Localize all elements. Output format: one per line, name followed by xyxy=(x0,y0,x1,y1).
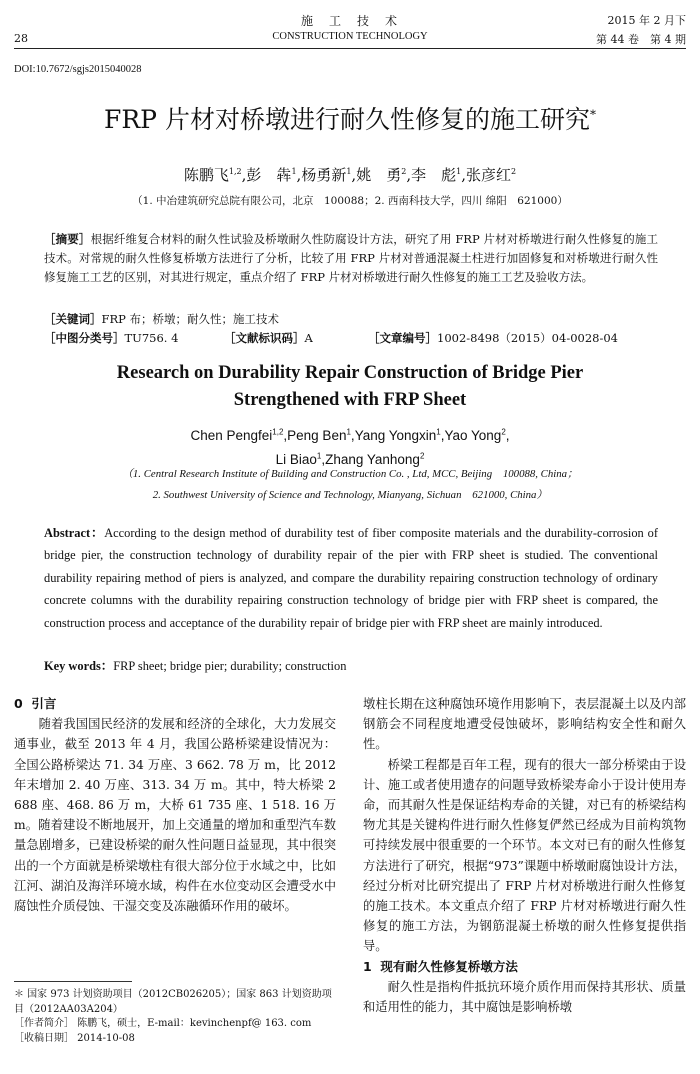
article-value: 1002-8498（2015）04-0028-04 xyxy=(437,331,618,345)
en-author-affil-mark: 2 xyxy=(419,451,425,461)
en-author-name: Peng Ben xyxy=(287,427,347,443)
en-author-affil-mark: 1 xyxy=(316,451,322,461)
en-author-name: Yang Yongxin xyxy=(354,427,437,443)
title-en xyxy=(0,360,700,414)
right-paragraph-1: 墩柱长期在这种腐蚀环境作用影响下，表层混凝土以及内部钢筋会不同程度地遭受侵蚀破坏，影响结构安全性和耐久性。 xyxy=(363,697,686,752)
cn-author-separator: , xyxy=(241,166,247,184)
issue-date: 2015 年 2 月下 xyxy=(607,14,686,27)
cn-author-separator: , xyxy=(406,166,412,184)
cn-author-name: 张彦红 xyxy=(465,166,511,184)
en-author xyxy=(325,452,424,467)
keywords-cn-text: FRP 布；桥墩；耐久性；施工技术 xyxy=(101,312,280,326)
en-author-affil-mark: 1 xyxy=(436,427,441,436)
cn-author-separator: , xyxy=(461,166,466,184)
en-author-separator: , xyxy=(350,427,355,443)
doi: DOI:10.7672/sgjs2015040028 xyxy=(14,64,142,75)
section-1-heading xyxy=(363,957,686,977)
cn-author-name: 杨勇新 xyxy=(301,166,347,184)
clc-number xyxy=(44,329,178,348)
en-author-name: Li Biao xyxy=(275,452,317,467)
en-author-name: Yao Yong xyxy=(444,427,502,443)
title-cn xyxy=(0,100,700,136)
cn-author-separator: , xyxy=(296,166,302,184)
journal-name-en: CONSTRUCTION TECHNOLOGY xyxy=(272,31,428,42)
affiliation-cn: （1. 中冶建筑研究总院有限公司，北京 100088；2. 西南科技大学，四川 绵阳 621000） xyxy=(132,195,568,207)
footnote-rule xyxy=(14,981,132,982)
footnote-received: ［收稿日期］ 2014-10-08 xyxy=(14,1032,135,1044)
en-author-affil-mark: 2 xyxy=(501,427,506,436)
authors-cn xyxy=(0,164,700,185)
footnote-funding: ＊ 国家 973 计划资助项目（2012CB026205）；国家 863 计划资助项目（2012AA03A204） xyxy=(14,989,332,1015)
journal-name-cn: 施 工 技 术 xyxy=(300,14,399,28)
volume-issue: 第 44 卷 第 4 期 xyxy=(596,33,686,46)
cn-author xyxy=(301,166,356,184)
keywords-cn-label: ［关键词］ xyxy=(44,312,102,326)
en-author xyxy=(445,428,510,443)
en-author-affil-mark: 1 xyxy=(346,427,351,436)
cn-author-affil-mark: 2 xyxy=(511,167,517,176)
cn-author-affil-mark: 2 xyxy=(401,167,407,176)
keywords-en-text: FRP sheet; bridge pier; durability; construction xyxy=(113,659,347,673)
abstract-en-text: According to the design method of durability test of fiber composite materials and the durability-corrosion of bridge pier, the construction technology of durability repair of the pier with FRP sheet is studied. The conventional durability repairing method of piers is analyzed, and compare the durability repairing construction technology of ordinary concrete columns with the durability repairing construction technology of bridge pier with FRP sheet is compared, the construction process and acceptance of the durability repair of bridge pier with FRP sheet are mainly introduced. xyxy=(44,526,659,630)
intro-paragraph: 随着我国国民经济的发展和经济的全球化，大力发展交通事业，截至 2013 年 4 月，我国公路桥梁建设情况为：全国公路桥梁达 71. 34 万座、3 662. 78 万 m，比 2012 年末增加 2. 40 万座、313. 34 万 m。其中，特大桥梁 2 688 座、468. 86 万 m，大桥 61 735 座、1 518. 16 万 m。随着建设不断地展开，加上交通量的增加和重型汽车数量急剧增多，已建设桥梁的耐久性问题日益显现，其中很突出的一个方面就是桥梁墩柱有很大部分位于水域之中，比如江河、湖泊及海洋环境水域，构件在水位变动区会遭受水中腐蚀性介质侵蚀、干湿交变及冻融循环作用的破坏。 xyxy=(14,717,336,914)
abstract-cn xyxy=(44,230,658,287)
right-paragraph-3: 耐久性是指构件抵抗环境介质作用而保持其形状、质量和适用性的能力，其中腐蚀是影响桥墩 xyxy=(363,979,686,1015)
section-0-heading xyxy=(14,694,336,714)
affiliation-en-1: （1. Central Research Institute of Building and Construction Co. , Ltd, MCC, Beijing 100088, China； xyxy=(122,468,578,480)
cn-author-affil-mark: 1,2 xyxy=(228,167,242,176)
cn-author-name: 姚 勇 xyxy=(356,166,402,184)
keywords-cn xyxy=(44,310,279,329)
en-author-name: Chen Pengfei xyxy=(190,427,273,443)
section-1-number: 1 xyxy=(363,958,372,974)
section-0-title: 引言 xyxy=(31,696,57,711)
article-number xyxy=(368,329,618,348)
right-paragraph-2: 桥梁工程都是百年工程，现有的很大一部分桥梁由于设计、施工或者使用遗存的问题导致桥梁寿命小于设计使用寿命，而其耐久性是保证结构寿命的关键，对已有的桥梁结构物尤其是关键构件进行耐久性修复俨然已经成为目前构筑物可持续发展中很重要的一个环节。本文对已有的耐久性修复方法进行了研究，根据“973”课题中桥墩耐腐蚀设计方法，经过分析对比研究提出了 FRP 片材对桥墩进行耐久性修复的施工技术。本文重点介绍了 FRP 片材对桥墩进行耐久性修复的施工方法，为钢筋混凝土桥墩的耐久性修复提供指导。 xyxy=(363,757,686,954)
right-column xyxy=(363,694,686,1017)
title-footnote-mark: * xyxy=(589,107,596,122)
doc-label: ［文献标识码］ xyxy=(224,331,305,345)
en-author-name: Zhang Yanhong xyxy=(325,452,420,467)
en-author xyxy=(355,428,445,443)
abstract-cn-text: 根据纤维复合材料的耐久性试验及桥墩耐久性防腐设计方法，研究了用 FRP 片材对桥墩进行耐久性修复的施工技术。对常规的耐久性修复桥墩方法进行了分析，比较了用 FRP 片材对普通混凝土柱进行加固修复和对桥墩进行耐久性修复施工工艺的区别，对其进行规定，重点介绍了 FRP 片材对桥墩进行耐久性修复的施工工艺及验收方法。 xyxy=(44,232,658,284)
header-rule xyxy=(14,48,686,49)
cn-author xyxy=(411,166,466,184)
footnote-author: ［作者简介］ 陈鹏飞，硕士，E-mail：kevinchenpf@ 163. com xyxy=(14,1018,312,1029)
cn-author-name: 陈鹏飞 xyxy=(183,166,229,184)
en-author-separator: , xyxy=(321,452,326,467)
article-label: ［文章编号］ xyxy=(368,331,437,345)
authors-en xyxy=(0,421,700,470)
affiliation-en-2: 2. Southwest University of Science and Technology, Mianyang, Sichuan 621000, China） xyxy=(152,489,548,501)
en-author xyxy=(190,428,287,443)
keywords-en-label: Key words： xyxy=(44,659,114,673)
cn-author xyxy=(356,166,411,184)
footnotes xyxy=(14,988,339,1046)
cn-author-name: 彭 犇 xyxy=(246,166,292,184)
doc-code xyxy=(224,329,313,348)
title-cn-text: FRP 片材对桥墩进行耐久性修复的施工研究 xyxy=(104,105,590,134)
en-author-separator: , xyxy=(283,427,288,443)
cn-author xyxy=(246,166,301,184)
abstract-cn-label: ［摘要］ xyxy=(44,232,91,246)
section-0-number: 0 xyxy=(14,696,23,711)
clc-value: TU756. 4 xyxy=(124,331,179,345)
abstract-en-label: Abstract： xyxy=(44,526,105,540)
left-column xyxy=(14,694,336,916)
title-en-line1: Research on Durability Repair Construction of Bridge Pier xyxy=(116,363,584,383)
page-number: 28 xyxy=(14,32,28,45)
en-author xyxy=(276,452,326,467)
en-author-separator: , xyxy=(440,427,445,443)
clc-label: ［中图分类号］ xyxy=(44,331,125,345)
cn-author xyxy=(184,166,247,184)
title-en-line2: Strengthened with FRP Sheet xyxy=(233,390,467,410)
section-1-title: 现有耐久性修复桥墩方法 xyxy=(380,958,518,974)
doc-value: A xyxy=(304,331,313,345)
en-author-separator: , xyxy=(505,427,510,443)
cn-author-affil-mark: 1 xyxy=(291,167,297,176)
cn-author-affil-mark: 1 xyxy=(346,167,352,176)
keywords-en xyxy=(44,656,346,674)
cn-author-separator: , xyxy=(351,166,357,184)
cn-author-name: 李 彪 xyxy=(411,166,457,184)
en-author-affil-mark: 1,2 xyxy=(272,427,284,436)
cn-author-affil-mark: 1 xyxy=(456,167,462,176)
en-author xyxy=(287,428,355,443)
abstract-en xyxy=(44,522,658,634)
cn-author xyxy=(466,166,516,184)
